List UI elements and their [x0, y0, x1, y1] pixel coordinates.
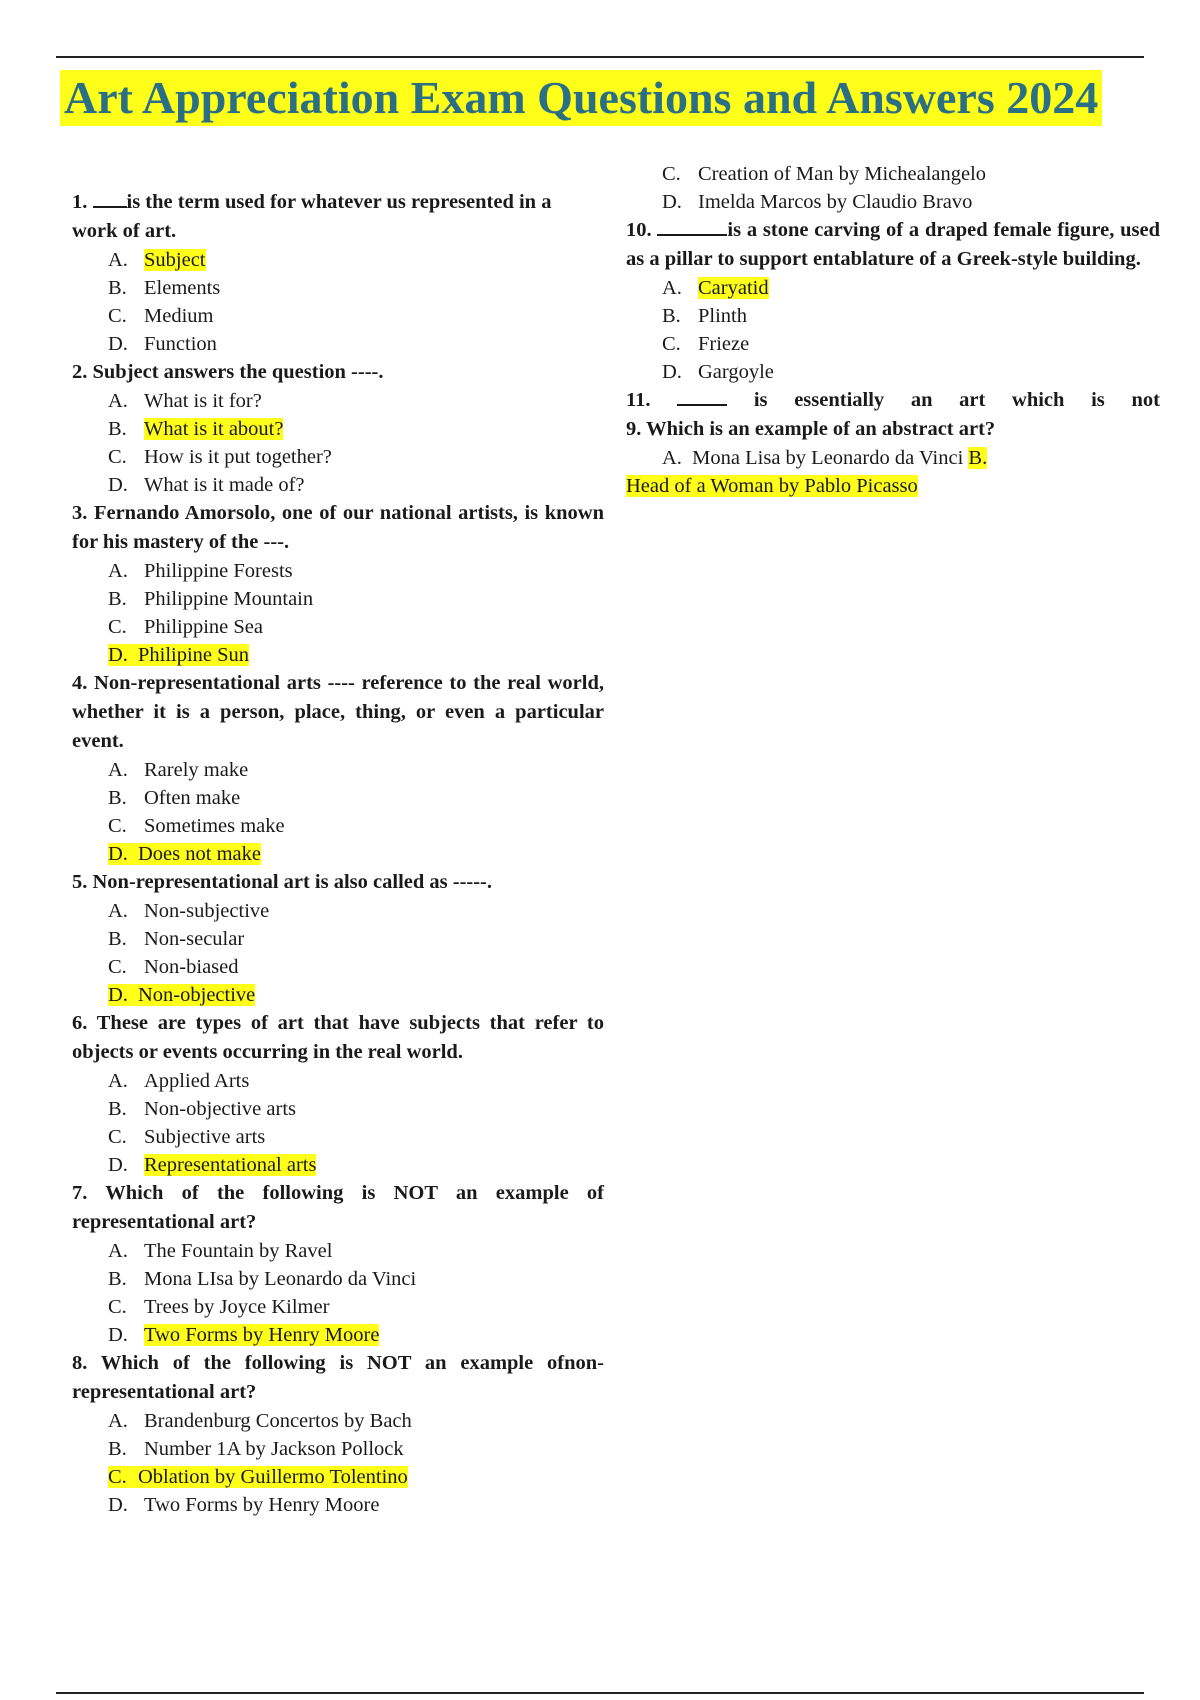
correct-answer-highlight: D. Non-objective	[108, 984, 256, 1006]
correct-answer-highlight: Representational arts	[144, 1154, 317, 1176]
option-cont-d: D. Imelda Marcos by Claudio Bravo	[662, 191, 973, 213]
answer-blank	[677, 386, 727, 406]
question-1-text-cont: work of art.	[72, 220, 177, 242]
question-1-number: 1.	[72, 191, 88, 213]
question-11: 11. is essentially an art which is not	[626, 386, 1160, 415]
option-4b: B. Often make	[108, 787, 241, 809]
question-4: 4. Non-representational arts ---- reference to the real world, whether it is a person, place, thing, or even a particular event.	[72, 672, 604, 752]
title-block	[60, 70, 1160, 126]
answer-blank	[93, 188, 127, 208]
option-2a: A. What is it for?	[108, 390, 262, 412]
bottom-rule	[56, 1692, 1144, 1694]
option-7b: B. Mona LIsa by Leonardo da Vinci	[108, 1268, 417, 1290]
question-10-text: is a stone carving of a draped female figure, used as a pillar to support entablature of a Greek-style building.	[626, 219, 1160, 270]
top-rule	[56, 56, 1144, 58]
option-6d: D. Representational arts	[108, 1154, 317, 1176]
correct-answer-highlight: B.	[968, 447, 988, 469]
option-7a: A. The Fountain by Ravel	[108, 1240, 333, 1262]
correct-answer-highlight: What is it about?	[144, 418, 284, 440]
option-6b: B. Non-objective arts	[108, 1098, 296, 1120]
option-1b: B. Elements	[108, 277, 221, 299]
option-2c: C. How is it put together?	[108, 446, 332, 468]
option-5d	[72, 981, 604, 1009]
option-8c	[72, 1463, 604, 1491]
option-6a: A. Applied Arts	[108, 1070, 250, 1092]
option-10a: A. Caryatid	[662, 277, 769, 299]
correct-answer-highlight: Two Forms by Henry Moore	[144, 1324, 380, 1346]
option-8b: B. Number 1A by Jackson Pollock	[108, 1438, 404, 1460]
option-4c: C. Sometimes make	[108, 815, 285, 837]
option-1c: C. Medium	[108, 305, 214, 327]
option-10b: B. Plinth	[662, 305, 747, 327]
option-10d: D. Gargoyle	[662, 361, 774, 383]
option-5c: C. Non-biased	[108, 956, 239, 978]
option-5a: A. Non-subjective	[108, 900, 270, 922]
right-column	[626, 160, 1160, 500]
option-3d	[72, 641, 604, 669]
answer-blank	[657, 216, 727, 236]
option-2d: D. What is it made of?	[108, 474, 305, 496]
option-cont-c: C. Creation of Man by Michealangelo	[662, 163, 987, 185]
question-10	[626, 216, 1160, 274]
option-4d	[72, 840, 604, 868]
option-7d: D. Two Forms by Henry Moore	[108, 1324, 380, 1346]
correct-answer-highlight: Subject	[144, 249, 206, 271]
page-title: Art Appreciation Exam Questions and Answers 2024	[60, 70, 1102, 126]
option-8a: A. Brandenburg Concertos by Bach	[108, 1410, 412, 1432]
question-7: 7. Which of the following is NOT an example of representational art?	[72, 1182, 604, 1233]
option-1a: A. Subject	[108, 249, 206, 271]
question-6: 6. These are types of art that have subjects that refer to objects or events occurring in the real world.	[72, 1012, 604, 1063]
option-8d: D. Two Forms by Henry Moore	[108, 1494, 380, 1516]
left-column	[72, 188, 604, 1519]
option-2b: B. What is it about?	[108, 418, 284, 440]
option-4a: A. Rarely make	[108, 759, 249, 781]
question-9-options	[626, 444, 1160, 500]
question-1-text: is the term used for whatever us represented in a	[126, 191, 552, 213]
option-3b: B. Philippine Mountain	[108, 588, 314, 610]
option-3c: C. Philippine Sea	[108, 616, 264, 638]
question-10-number: 10.	[626, 219, 652, 241]
correct-answer-highlight: C. Oblation by Guillermo Tolentino	[108, 1466, 408, 1488]
question-1	[72, 188, 604, 246]
option-1d: D. Function	[108, 333, 217, 355]
option-3a: A. Philippine Forests	[108, 560, 293, 582]
question-8: 8. Which of the following is NOT an example ofnon-representational art?	[72, 1352, 604, 1403]
question-5: 5. Non-representational art is also called as -----.	[72, 871, 493, 893]
question-3: 3. Fernando Amorsolo, one of our national artists, is known for his mastery of the ---.	[72, 502, 604, 553]
option-5b: B. Non-secular	[108, 928, 245, 950]
option-9a: A. Mona Lisa by Leonardo da Vinci	[662, 447, 964, 469]
correct-answer-highlight: D. Does not make	[108, 843, 261, 865]
correct-answer-highlight: Caryatid	[698, 277, 769, 299]
option-6c: C. Subjective arts	[108, 1126, 266, 1148]
question-9: 9. Which is an example of an abstract art?	[626, 418, 996, 440]
option-10c: C. Frieze	[662, 333, 750, 355]
correct-answer-highlight: D. Philipine Sun	[108, 644, 250, 666]
option-7c: C. Trees by Joyce Kilmer	[108, 1296, 330, 1318]
question-2: 2. Subject answers the question ----.	[72, 361, 384, 383]
option-9b: Head of a Woman by Pablo Picasso	[626, 475, 918, 497]
